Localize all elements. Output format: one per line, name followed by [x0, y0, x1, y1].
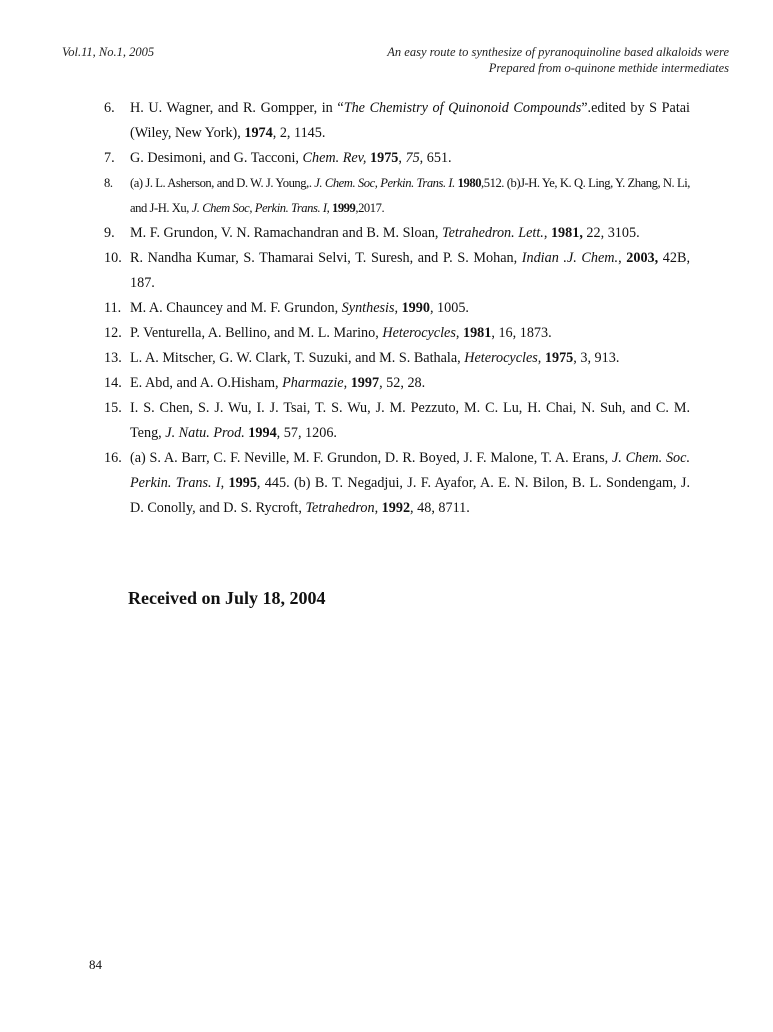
reference-year: 1992: [381, 500, 411, 516]
reference-italic-text: Indian .J. Chem.: [521, 250, 619, 266]
reference-year: 1974: [244, 125, 273, 141]
reference-year: 1981,: [550, 225, 583, 241]
reference-number: 14.: [104, 375, 122, 391]
reference-text: , 2, 1145.: [272, 125, 326, 141]
reference-italic-text: Tetrahedron: [305, 500, 375, 516]
reference-text: H. U. Wagner, and R. Gompper, in “: [130, 100, 344, 116]
reference-year: 1994: [248, 425, 277, 441]
running-header-right: [299, 44, 729, 76]
reference-year: 1990: [401, 300, 430, 316]
running-header-title-line-1: An easy route to synthesize of pyranoquinoline based alkaloids were: [387, 45, 729, 59]
reference-item: [104, 246, 691, 296]
reference-item: [104, 396, 690, 446]
reference-text: , 3, 913.: [573, 350, 620, 366]
reference-text: ,: [455, 325, 463, 341]
reference-italic-text: Pharmazie: [282, 375, 344, 391]
reference-item: [104, 321, 690, 346]
reference-year: 1997: [350, 375, 380, 391]
reference-number: 11.: [104, 300, 122, 316]
reference-text: , 48, 8711.: [410, 500, 470, 516]
reference-number: 9.: [104, 225, 115, 241]
reference-text: P. Venturella, A. Bellino, and M. L. Marino,: [130, 325, 383, 341]
reference-text: I. S. Chen, S. J. Wu, I. J. Tsai, T. S. Wu, J. M. Pezzuto, M. C. Lu, H. Chai, N. Suh, and C. M. Teng,: [130, 400, 690, 441]
reference-year: 1981: [462, 325, 492, 341]
reference-text: ,: [537, 350, 545, 366]
reference-item: [104, 446, 690, 521]
reference-text: ,: [618, 250, 627, 266]
reference-text: , 52, 28.: [379, 375, 426, 391]
reference-year: 2003,: [626, 250, 659, 266]
reference-text: G. Desimoni, and G. Tacconi,: [130, 150, 303, 166]
reference-text: ,: [543, 225, 551, 241]
reference-year: 1975: [370, 150, 399, 166]
reference-text: , 1005.: [429, 300, 469, 316]
reference-text: ,512. (b)J-H. Ye, K. Q. Ling, Y. Zhang, N. Li, and J-H. Xu,: [130, 176, 690, 215]
reference-text: , 57, 1206.: [276, 425, 337, 441]
running-header-title-line-2: Prepared from o-quinone methide intermediates: [488, 61, 729, 75]
reference-italic-text: J. Chem Soc, Perkin. Trans. I,: [191, 201, 330, 215]
reference-italic-text: Synthesis: [341, 300, 395, 316]
reference-year: 1975: [544, 350, 574, 366]
reference-item: [104, 296, 690, 321]
reference-item: [104, 146, 690, 171]
reference-italic-text: Heterocycles: [382, 325, 456, 341]
reference-number: 10.: [104, 250, 122, 266]
reference-number: 13.: [104, 350, 122, 366]
reference-year: 1999: [331, 201, 356, 215]
reference-number: 16.: [104, 450, 122, 466]
reference-text: E. Abd, and A. O.Hisham,: [130, 375, 283, 391]
reference-italic-text: The Chemistry of Quinonoid Compounds: [343, 100, 582, 116]
reference-item: [104, 371, 690, 396]
reference-italic-text: J. Chem. Soc. Perkin. Trans. I: [130, 450, 690, 491]
reference-text: ”.edited by S Patai (Wiley, New York),: [130, 100, 690, 141]
reference-number: 12.: [104, 325, 122, 341]
reference-number: 6.: [104, 100, 115, 116]
reference-text: M. F. Grundon, V. N. Ramachandran and B. M. Sloan,: [130, 225, 443, 241]
reference-item: [104, 171, 690, 221]
reference-italic-text: J. Chem. Soc, Perkin. Trans. I.: [314, 176, 455, 190]
reference-italic-text: Tetrahedron. Lett.: [442, 225, 544, 241]
reference-text: ,: [398, 150, 406, 166]
reference-year: 1980: [457, 176, 482, 190]
reference-text: L. A. Mitscher, G. W. Clark, T. Suzuki, and M. S. Bathala,: [130, 350, 465, 366]
reference-text: M. A. Chauncey and M. F. Grundon,: [130, 300, 342, 316]
reference-text: R. Nandha Kumar, S. Thamarai Selvi, T. Suresh, and P. S. Mohan,: [130, 250, 522, 266]
reference-list: [104, 96, 691, 521]
reference-item: [104, 96, 690, 146]
reference-number: 8.: [104, 176, 113, 190]
reference-text: ,: [343, 375, 351, 391]
reference-text: , 16, 1873.: [491, 325, 552, 341]
page-number: 84: [89, 957, 102, 972]
reference-italic-text: J. Natu. Prod.: [165, 425, 245, 441]
reference-text: ,: [374, 500, 382, 516]
reference-text: 42B, 187.: [130, 250, 691, 291]
reference-item: [104, 221, 690, 246]
running-header-left: Vol.11, No.1, 2005: [62, 45, 155, 59]
reference-text: ,: [220, 475, 229, 491]
reference-item: [104, 346, 690, 371]
reference-italic-text: Chem. Rev,: [302, 150, 367, 166]
reference-text: 22, 3105.: [582, 225, 640, 241]
reference-text: , 651.: [419, 150, 452, 166]
reference-text: (a) S. A. Barr, C. F. Neville, M. F. Grundon, D. R. Boyed, J. F. Malone, T. A. Erans,: [130, 450, 612, 466]
reference-text: ,: [394, 300, 402, 316]
reference-italic-text: 75: [405, 150, 420, 166]
reference-italic-text: Heterocycles: [464, 350, 538, 366]
reference-text: ,2017.: [355, 201, 385, 215]
received-date: Received on July 18, 2004: [128, 588, 326, 608]
reference-number: 7.: [104, 150, 115, 166]
reference-text: , 445. (b) B. T. Negadjui, J. F. Ayafor, A. E. N. Bilon, B. L. Sondengam, J. D. Conolly, and D. S. Rycroft,: [130, 475, 690, 516]
reference-year: 1995: [228, 475, 257, 491]
reference-number: 15.: [104, 400, 122, 416]
reference-text: (a) J. L. Asherson, and D. W. J. Young,.: [130, 176, 315, 190]
